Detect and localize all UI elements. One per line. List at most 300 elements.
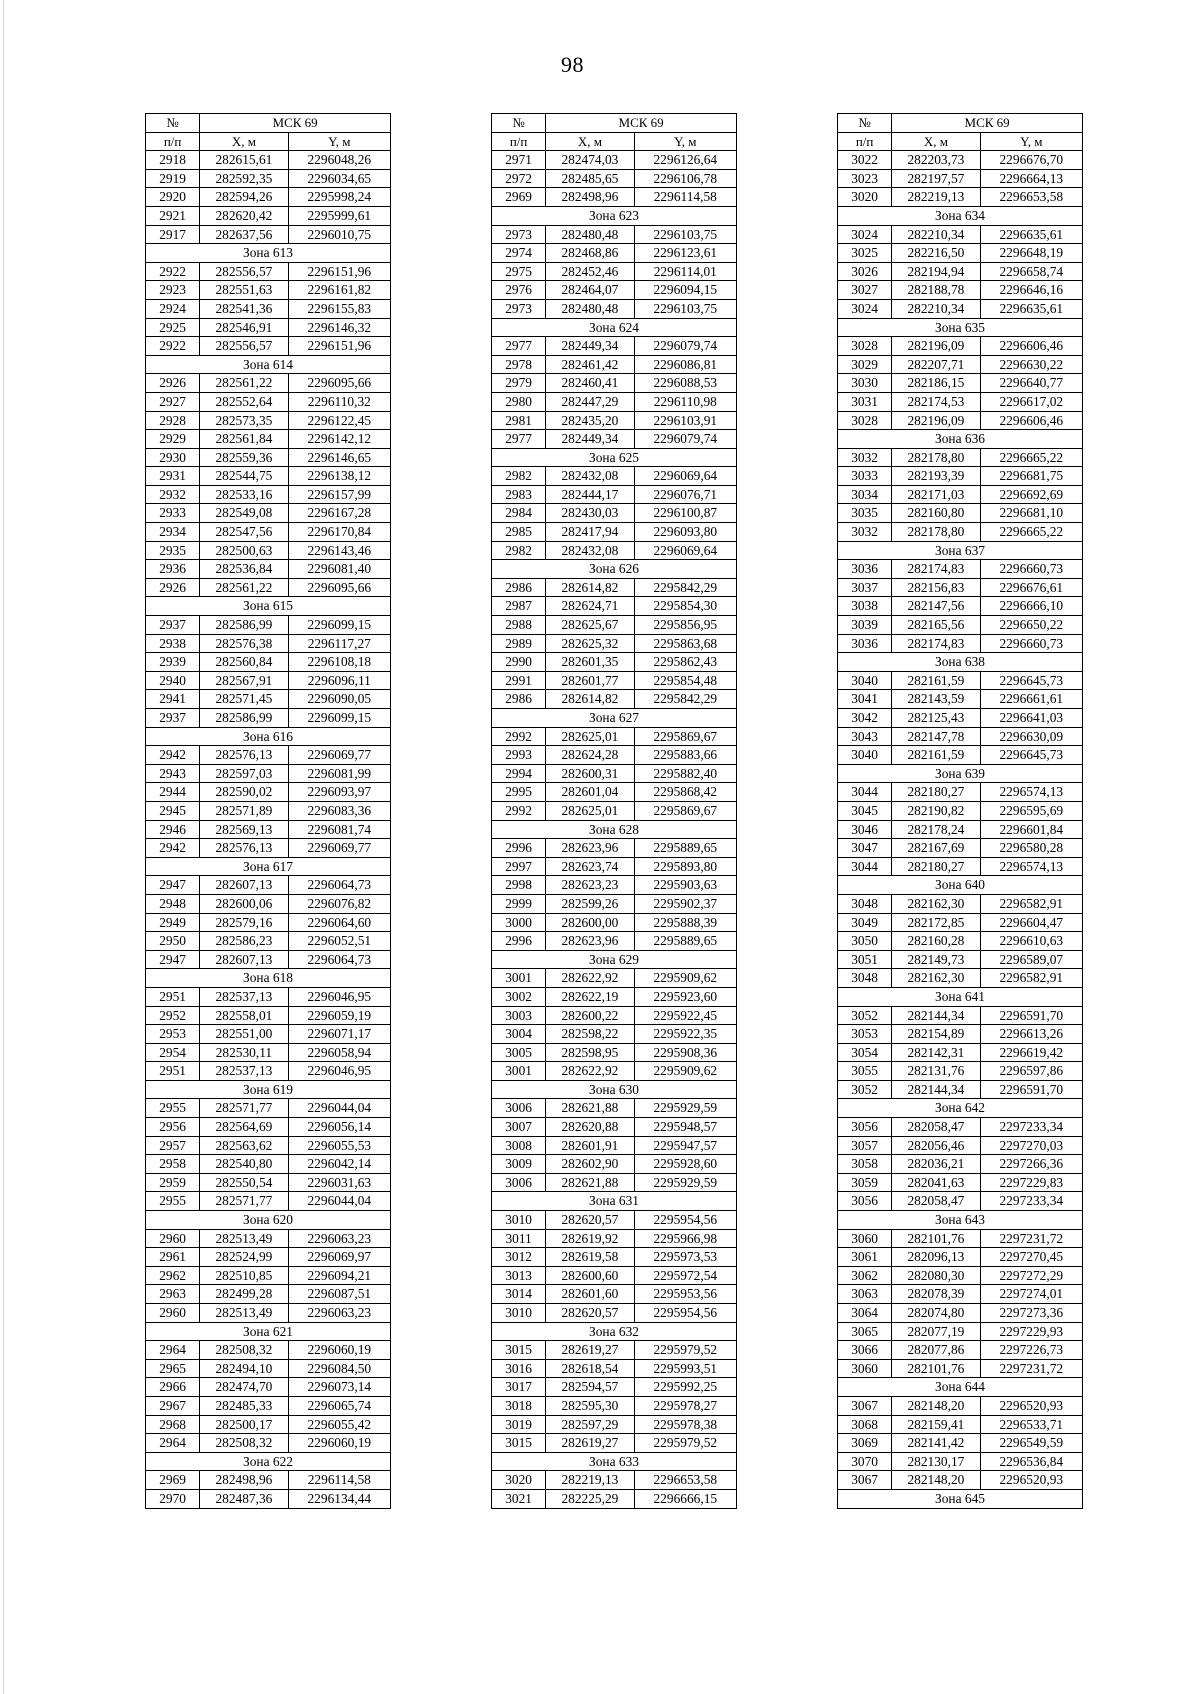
point-number: 2923 — [146, 281, 200, 300]
x-coordinate: 282178,80 — [892, 448, 980, 467]
y-coordinate: 2296046,95 — [288, 987, 390, 1006]
zone-label: Зона 638 — [838, 653, 1083, 672]
point-number: 2965 — [146, 1359, 200, 1378]
y-coordinate: 2295978,38 — [634, 1415, 736, 1434]
point-number: 2937 — [146, 616, 200, 635]
x-coordinate: 282147,78 — [892, 727, 980, 746]
table-row — [492, 616, 737, 635]
table-row — [492, 1211, 737, 1230]
table-row — [146, 1359, 391, 1378]
y-coordinate: 2296126,64 — [634, 151, 736, 170]
point-number: 2921 — [146, 206, 200, 225]
point-number: 2988 — [492, 616, 546, 635]
point-number: 3047 — [838, 839, 892, 858]
table-row — [838, 969, 1083, 988]
point-number: 2989 — [492, 634, 546, 653]
x-coordinate: 282447,29 — [546, 392, 634, 411]
x-coordinate: 282171,03 — [892, 485, 980, 504]
table-row — [492, 225, 737, 244]
point-number: 2998 — [492, 876, 546, 895]
table-row — [838, 950, 1083, 969]
point-number: 3066 — [838, 1341, 892, 1360]
y-coordinate: 2295973,53 — [634, 1248, 736, 1267]
point-number: 3006 — [492, 1099, 546, 1118]
table-row — [492, 876, 737, 895]
x-coordinate: 282556,57 — [200, 337, 288, 356]
y-coordinate: 2295954,56 — [634, 1304, 736, 1323]
point-number: 2978 — [492, 355, 546, 374]
y-coordinate: 2296100,87 — [634, 504, 736, 523]
table-row — [492, 541, 737, 560]
y-coordinate: 2296582,91 — [980, 969, 1082, 988]
table-body — [838, 151, 1083, 1508]
y-coordinate: 2297270,45 — [980, 1248, 1082, 1267]
table-row — [146, 653, 391, 672]
x-coordinate: 282162,30 — [892, 894, 980, 913]
table-row — [146, 337, 391, 356]
y-coordinate: 2296520,93 — [980, 1396, 1082, 1415]
point-number: 2995 — [492, 783, 546, 802]
point-number: 2943 — [146, 764, 200, 783]
x-coordinate: 282618,54 — [546, 1359, 634, 1378]
table-row — [492, 857, 737, 876]
y-coordinate: 2296681,75 — [980, 467, 1082, 486]
x-coordinate: 282174,83 — [892, 634, 980, 653]
table-row — [146, 1118, 391, 1137]
table-row — [146, 188, 391, 207]
x-coordinate: 282131,76 — [892, 1062, 980, 1081]
point-number: 3012 — [492, 1248, 546, 1267]
table-row — [838, 392, 1083, 411]
x-coordinate: 282576,38 — [200, 634, 288, 653]
x-coordinate: 282597,29 — [546, 1415, 634, 1434]
x-coordinate: 282225,29 — [546, 1489, 634, 1508]
point-number: 2932 — [146, 485, 200, 504]
table-row — [838, 1118, 1083, 1137]
point-number: 2963 — [146, 1285, 200, 1304]
y-coordinate: 2295854,30 — [634, 597, 736, 616]
point-number: 3013 — [492, 1266, 546, 1285]
table-row — [146, 1155, 391, 1174]
point-number: 3015 — [492, 1341, 546, 1360]
x-coordinate: 282586,23 — [200, 932, 288, 951]
zone-row — [492, 950, 737, 969]
zone-row — [492, 1080, 737, 1099]
y-coordinate: 2296123,61 — [634, 244, 736, 263]
x-coordinate: 282567,91 — [200, 671, 288, 690]
point-number: 2993 — [492, 746, 546, 765]
x-coordinate: 282619,27 — [546, 1341, 634, 1360]
table-row — [838, 1471, 1083, 1490]
point-number: 3048 — [838, 894, 892, 913]
table-row — [492, 1099, 737, 1118]
table-row — [838, 1285, 1083, 1304]
point-number: 3054 — [838, 1043, 892, 1062]
y-coordinate: 2296060,19 — [288, 1341, 390, 1360]
y-coordinate: 2297273,36 — [980, 1304, 1082, 1323]
point-number: 3025 — [838, 244, 892, 263]
point-number: 3056 — [838, 1192, 892, 1211]
y-coordinate: 2296031,63 — [288, 1173, 390, 1192]
table-row — [146, 448, 391, 467]
table-row — [838, 839, 1083, 858]
point-number: 2974 — [492, 244, 546, 263]
table-row — [146, 262, 391, 281]
x-coordinate: 282188,78 — [892, 281, 980, 300]
point-number: 2955 — [146, 1099, 200, 1118]
y-coordinate: 2297229,83 — [980, 1173, 1082, 1192]
y-coordinate: 2296601,84 — [980, 820, 1082, 839]
x-coordinate: 282161,59 — [892, 671, 980, 690]
table-row — [838, 932, 1083, 951]
point-number: 2931 — [146, 467, 200, 486]
y-coordinate: 2296151,96 — [288, 337, 390, 356]
y-coordinate: 2296086,81 — [634, 355, 736, 374]
table-row — [838, 1006, 1083, 1025]
x-coordinate: 282600,22 — [546, 1006, 634, 1025]
point-number: 2964 — [146, 1434, 200, 1453]
zone-row — [838, 430, 1083, 449]
point-number: 2940 — [146, 671, 200, 690]
table-row — [838, 820, 1083, 839]
y-coordinate: 2296676,61 — [980, 578, 1082, 597]
table-row — [492, 1341, 737, 1360]
zone-label: Зона 633 — [492, 1452, 737, 1471]
header-coordinate-system: МСК 69 — [200, 114, 391, 133]
y-coordinate: 2296617,02 — [980, 392, 1082, 411]
y-coordinate: 2295966,98 — [634, 1229, 736, 1248]
x-coordinate: 282530,11 — [200, 1043, 288, 1062]
x-coordinate: 282154,89 — [892, 1025, 980, 1044]
y-coordinate: 2296676,70 — [980, 151, 1082, 170]
y-coordinate: 2296087,51 — [288, 1285, 390, 1304]
table-row — [838, 1173, 1083, 1192]
y-coordinate: 2295929,59 — [634, 1173, 736, 1192]
point-number: 3031 — [838, 392, 892, 411]
y-coordinate: 2296046,95 — [288, 1062, 390, 1081]
table-row — [838, 597, 1083, 616]
table-row — [838, 1304, 1083, 1323]
point-number: 2973 — [492, 299, 546, 318]
table-row — [838, 1192, 1083, 1211]
x-coordinate: 282622,19 — [546, 987, 634, 1006]
point-number: 2934 — [146, 523, 200, 542]
y-coordinate: 2296640,77 — [980, 374, 1082, 393]
table-row — [492, 671, 737, 690]
x-coordinate: 282508,32 — [200, 1434, 288, 1453]
table-row — [146, 913, 391, 932]
table-row — [146, 541, 391, 560]
header-x: X, м — [200, 132, 288, 151]
x-coordinate: 282592,35 — [200, 169, 288, 188]
y-coordinate: 2296666,15 — [634, 1489, 736, 1508]
y-coordinate: 2296106,78 — [634, 169, 736, 188]
x-coordinate: 282595,30 — [546, 1396, 634, 1415]
y-coordinate: 2295862,43 — [634, 653, 736, 672]
point-number: 2945 — [146, 801, 200, 820]
y-coordinate: 2296064,60 — [288, 913, 390, 932]
y-coordinate: 2297231,72 — [980, 1359, 1082, 1378]
scan-edge-line — [3, 0, 4, 1694]
x-coordinate: 282598,22 — [546, 1025, 634, 1044]
x-coordinate: 282601,91 — [546, 1136, 634, 1155]
point-number: 3057 — [838, 1136, 892, 1155]
table-row — [492, 987, 737, 1006]
table-row — [838, 560, 1083, 579]
point-number: 3000 — [492, 913, 546, 932]
y-coordinate: 2295863,68 — [634, 634, 736, 653]
x-coordinate: 282161,59 — [892, 746, 980, 765]
x-coordinate: 282576,13 — [200, 839, 288, 858]
y-coordinate: 2296056,14 — [288, 1118, 390, 1137]
x-coordinate: 282160,28 — [892, 932, 980, 951]
table-row — [146, 1099, 391, 1118]
y-coordinate: 2296582,91 — [980, 894, 1082, 913]
point-number: 2948 — [146, 894, 200, 913]
table-row — [838, 801, 1083, 820]
table-row — [492, 1434, 737, 1453]
table-row — [492, 913, 737, 932]
y-coordinate: 2296103,75 — [634, 299, 736, 318]
table-row — [492, 1136, 737, 1155]
zone-row — [146, 857, 391, 876]
point-number: 2980 — [492, 392, 546, 411]
y-coordinate: 2296103,75 — [634, 225, 736, 244]
y-coordinate: 2296079,74 — [634, 337, 736, 356]
table-row — [838, 616, 1083, 635]
point-number: 3036 — [838, 634, 892, 653]
x-coordinate: 282600,00 — [546, 913, 634, 932]
table-row — [492, 727, 737, 746]
point-number: 2982 — [492, 541, 546, 560]
table-row — [492, 1118, 737, 1137]
table-row — [492, 355, 737, 374]
table-row — [838, 746, 1083, 765]
x-coordinate: 282159,41 — [892, 1415, 980, 1434]
y-coordinate: 2296060,19 — [288, 1434, 390, 1453]
point-number: 3062 — [838, 1266, 892, 1285]
table-row — [492, 1062, 737, 1081]
point-number: 2951 — [146, 987, 200, 1006]
table-row — [146, 987, 391, 1006]
zone-row — [146, 597, 391, 616]
point-number: 3005 — [492, 1043, 546, 1062]
table-row — [146, 523, 391, 542]
table-row — [146, 151, 391, 170]
header-num-sub: п/п — [838, 132, 892, 151]
x-coordinate: 282620,57 — [546, 1304, 634, 1323]
table-row — [492, 1396, 737, 1415]
zone-row — [146, 1211, 391, 1230]
zone-row — [838, 1378, 1083, 1397]
point-number: 3014 — [492, 1285, 546, 1304]
x-coordinate: 282637,56 — [200, 225, 288, 244]
x-coordinate: 282193,39 — [892, 467, 980, 486]
x-coordinate: 282607,13 — [200, 950, 288, 969]
table-row — [492, 392, 737, 411]
table-row — [146, 1025, 391, 1044]
x-coordinate: 282096,13 — [892, 1248, 980, 1267]
point-number: 2960 — [146, 1229, 200, 1248]
header-y: Y, м — [634, 132, 736, 151]
table-row — [146, 1136, 391, 1155]
y-coordinate: 2297229,93 — [980, 1322, 1082, 1341]
y-coordinate: 2296090,05 — [288, 690, 390, 709]
header-num-sign: № — [838, 114, 892, 133]
y-coordinate: 2296157,99 — [288, 485, 390, 504]
x-coordinate: 282544,75 — [200, 467, 288, 486]
y-coordinate: 2295868,42 — [634, 783, 736, 802]
table-row — [838, 1248, 1083, 1267]
point-number: 2942 — [146, 746, 200, 765]
zone-label: Зона 631 — [492, 1192, 737, 1211]
table-row — [146, 1006, 391, 1025]
point-number: 2987 — [492, 597, 546, 616]
x-coordinate: 282077,19 — [892, 1322, 980, 1341]
y-coordinate: 2296549,59 — [980, 1434, 1082, 1453]
y-coordinate: 2296574,13 — [980, 857, 1082, 876]
x-coordinate: 282480,48 — [546, 299, 634, 318]
point-number: 3042 — [838, 709, 892, 728]
point-number: 3009 — [492, 1155, 546, 1174]
table-row — [838, 523, 1083, 542]
y-coordinate: 2296055,42 — [288, 1415, 390, 1434]
x-coordinate: 282216,50 — [892, 244, 980, 263]
table-row — [146, 504, 391, 523]
zone-label: Зона 620 — [146, 1211, 391, 1230]
point-number: 2951 — [146, 1062, 200, 1081]
y-coordinate: 2296606,46 — [980, 337, 1082, 356]
y-coordinate: 2296151,96 — [288, 262, 390, 281]
y-coordinate: 2296170,84 — [288, 523, 390, 542]
point-number: 2922 — [146, 262, 200, 281]
y-coordinate: 2296143,46 — [288, 541, 390, 560]
x-coordinate: 282600,06 — [200, 894, 288, 913]
y-coordinate: 2296114,58 — [288, 1471, 390, 1490]
table-row — [146, 746, 391, 765]
zone-label: Зона 644 — [838, 1378, 1083, 1397]
y-coordinate: 2296591,70 — [980, 1080, 1082, 1099]
y-coordinate: 2296574,13 — [980, 783, 1082, 802]
x-coordinate: 282078,39 — [892, 1285, 980, 1304]
y-coordinate: 2296613,26 — [980, 1025, 1082, 1044]
y-coordinate: 2295842,29 — [634, 690, 736, 709]
x-coordinate: 282180,27 — [892, 857, 980, 876]
x-coordinate: 282546,91 — [200, 318, 288, 337]
x-coordinate: 282571,89 — [200, 801, 288, 820]
y-coordinate: 2296635,61 — [980, 225, 1082, 244]
zone-label: Зона 619 — [146, 1080, 391, 1099]
page-number: 98 — [561, 52, 584, 77]
zone-row — [146, 969, 391, 988]
y-coordinate: 2295992,25 — [634, 1378, 736, 1397]
x-coordinate: 282513,49 — [200, 1304, 288, 1323]
header-num-sub: п/п — [146, 132, 200, 151]
zone-label: Зона 625 — [492, 448, 737, 467]
point-number: 2959 — [146, 1173, 200, 1192]
x-coordinate: 282178,80 — [892, 523, 980, 542]
y-coordinate: 2295972,54 — [634, 1266, 736, 1285]
point-number: 2967 — [146, 1396, 200, 1415]
table-row — [492, 690, 737, 709]
x-coordinate: 282547,56 — [200, 523, 288, 542]
point-number: 2961 — [146, 1248, 200, 1267]
table-body — [492, 151, 737, 1508]
table-row — [838, 1359, 1083, 1378]
table-row — [492, 839, 737, 858]
y-coordinate: 2296142,12 — [288, 430, 390, 449]
point-number: 3044 — [838, 783, 892, 802]
table-row — [492, 281, 737, 300]
y-coordinate: 2295979,52 — [634, 1434, 736, 1453]
table-row — [146, 1062, 391, 1081]
y-coordinate: 2295922,45 — [634, 1006, 736, 1025]
x-coordinate: 282625,32 — [546, 634, 634, 653]
table-row — [146, 1043, 391, 1062]
y-coordinate: 2296114,01 — [634, 262, 736, 281]
table-row — [492, 578, 737, 597]
point-number: 3020 — [492, 1471, 546, 1490]
zone-label: Зона 626 — [492, 560, 737, 579]
y-coordinate: 2296042,14 — [288, 1155, 390, 1174]
table-row — [492, 1415, 737, 1434]
zone-row — [492, 448, 737, 467]
table-row — [146, 299, 391, 318]
x-coordinate: 282620,57 — [546, 1211, 634, 1230]
y-coordinate: 2295947,57 — [634, 1136, 736, 1155]
y-coordinate: 2296666,10 — [980, 597, 1082, 616]
table-row — [492, 262, 737, 281]
y-coordinate: 2296580,28 — [980, 839, 1082, 858]
table-row — [492, 1266, 737, 1285]
y-coordinate: 2296065,74 — [288, 1396, 390, 1415]
y-coordinate: 2296073,14 — [288, 1378, 390, 1397]
x-coordinate: 282219,13 — [892, 188, 980, 207]
y-coordinate: 2296619,42 — [980, 1043, 1082, 1062]
point-number: 2983 — [492, 485, 546, 504]
point-number: 2950 — [146, 932, 200, 951]
y-coordinate: 2296010,75 — [288, 225, 390, 244]
point-number: 3043 — [838, 727, 892, 746]
y-coordinate: 2296606,46 — [980, 411, 1082, 430]
x-coordinate: 282550,54 — [200, 1173, 288, 1192]
table-row — [492, 374, 737, 393]
zone-label: Зона 640 — [838, 876, 1083, 895]
y-coordinate: 2296589,07 — [980, 950, 1082, 969]
point-number: 2939 — [146, 653, 200, 672]
header-y: Y, м — [288, 132, 390, 151]
x-coordinate: 282561,22 — [200, 578, 288, 597]
point-number: 3050 — [838, 932, 892, 951]
y-coordinate: 2296167,28 — [288, 504, 390, 523]
point-number: 3060 — [838, 1229, 892, 1248]
x-coordinate: 282556,57 — [200, 262, 288, 281]
x-coordinate: 282178,24 — [892, 820, 980, 839]
point-number: 2949 — [146, 913, 200, 932]
y-coordinate: 2297231,72 — [980, 1229, 1082, 1248]
table-row — [492, 244, 737, 263]
y-coordinate: 2296048,26 — [288, 151, 390, 170]
point-number: 2922 — [146, 337, 200, 356]
x-coordinate: 282172,85 — [892, 913, 980, 932]
x-coordinate: 282559,36 — [200, 448, 288, 467]
x-coordinate: 282197,57 — [892, 169, 980, 188]
table-row — [838, 1396, 1083, 1415]
point-number: 3070 — [838, 1452, 892, 1471]
table-row — [146, 578, 391, 597]
x-coordinate: 282619,92 — [546, 1229, 634, 1248]
point-number: 2985 — [492, 523, 546, 542]
